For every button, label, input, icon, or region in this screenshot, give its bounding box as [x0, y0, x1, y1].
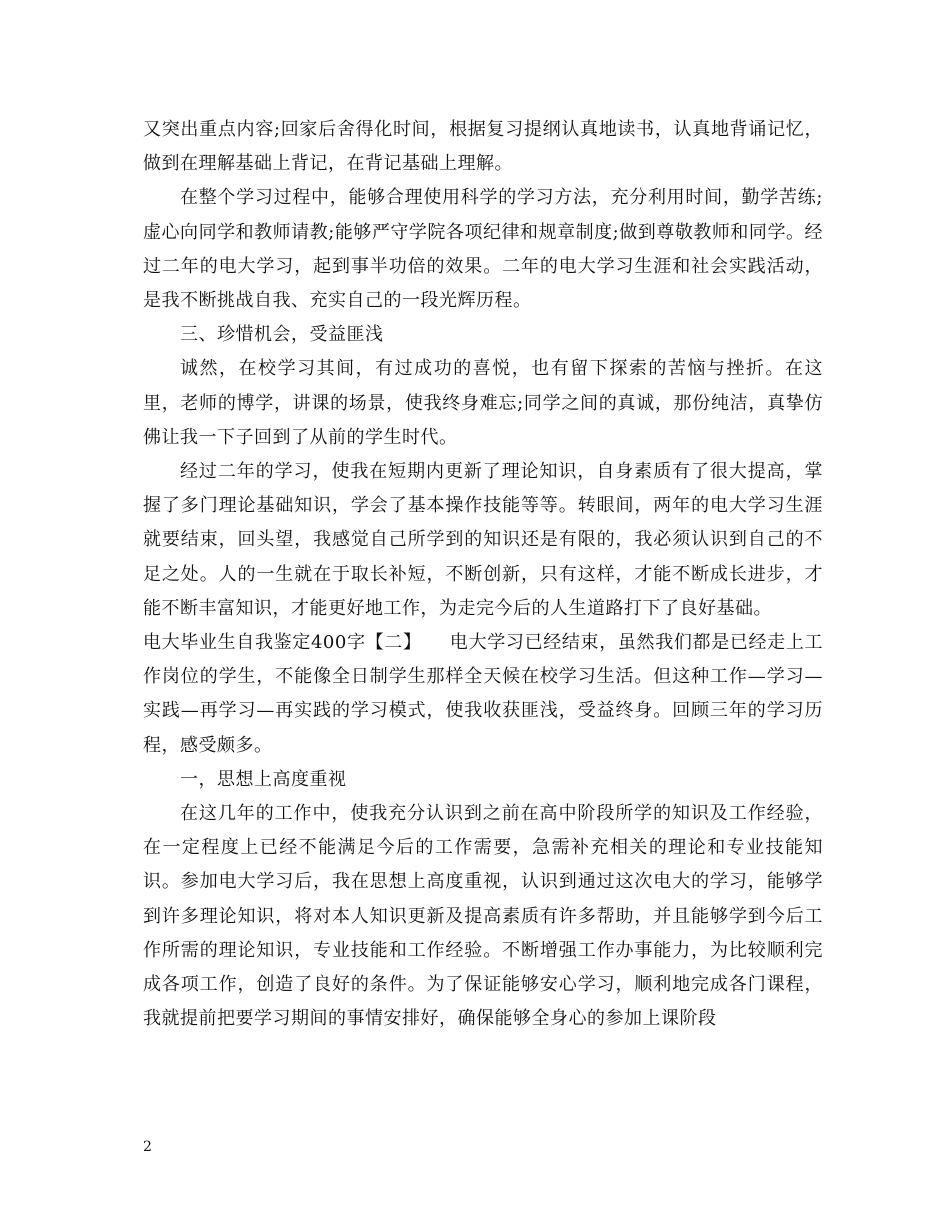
paragraph-1: 又突出重点内容;回家后舍得化时间，根据复习提纲认真地读书，认真地背诵记忆，做到在理解基础上背记，在背记基础上理解。 — [143, 119, 823, 175]
section-heading-3: 三、珍惜机会，受益匪浅 — [180, 324, 384, 346]
paragraph-6-title: 电大毕业生自我鉴定400字【二】 电大学习已经结束，虽然我们都是已经走上工作岗位的学生，不能像全日制学生那样全天候在校学习生活。但这种工作—学习—实践—再学习—再实践的学习模式，使我收获匪浅，受益终身。回顾三年的学习历程，感受颇多。 — [143, 632, 823, 756]
paragraph-2: 在整个学习过程中，能够合理使用科学的学习方法，充分利用时间，勤学苦练;虚心向同学和教师请教;能够严守学院各项纪律和规章制度;做到尊敬教师和同学。经过二年的电大学习，起到事半功倍的效果。二年的电大学习生涯和社会实践活动，是我不断挑战自我、充实自己的一段光辉历程。 — [143, 187, 823, 312]
document-body — [143, 113, 823, 1036]
paragraph-8: 在这几年的工作中，使我充分认识到之前在高中阶段所学的知识及工作经验，在一定程度上已经不能满足今后的工作需要，急需补充相关的理论和专业技能知识。参加电大学习后，我在思想上高度重视，认识到通过这次电大的学习，能够学到许多理论知识，将对本人知识更新及提高素质有许多帮助，并且能够学到今后工作所需的理论知识，专业技能和工作经验。不断增强工作办事能力，为比较顺利完成各项工作，创造了良好的条件。为了保证能够安心学习，顺利地完成各门课程，我就提前把要学习期间的事情安排好，确保能够全身心的参加上课阶段 — [143, 803, 823, 1030]
paragraph-4: 诚然，在校学习其间，有过成功的喜悦，也有留下探索的苦恼与挫折。在这里，老师的博学，讲课的场景，使我终身难忘;同学之间的真诚，那份纯洁，真挚仿佛让我一下子回到了从前的学生时代。 — [143, 358, 823, 448]
section-heading-1: 一，思想上高度重视 — [180, 768, 347, 790]
paragraph-5: 经过二年的学习，使我在短期内更新了理论知识，自身素质有了很大提高，掌握了多门理论基础知识，学会了基本操作技能等等。转眼间，两年的电大学习生涯就要结束，回头望，我感觉自己所学到的知识还是有限的，我必须认识到自己的不足之处。人的一生就在于取长补短，不断创新，只有这样，才能不断成长进步，才能不断丰富知识，才能更好地工作，为走完今后的人生道路打下了良好基础。 — [143, 461, 823, 619]
page-number: 2 — [143, 1139, 152, 1155]
